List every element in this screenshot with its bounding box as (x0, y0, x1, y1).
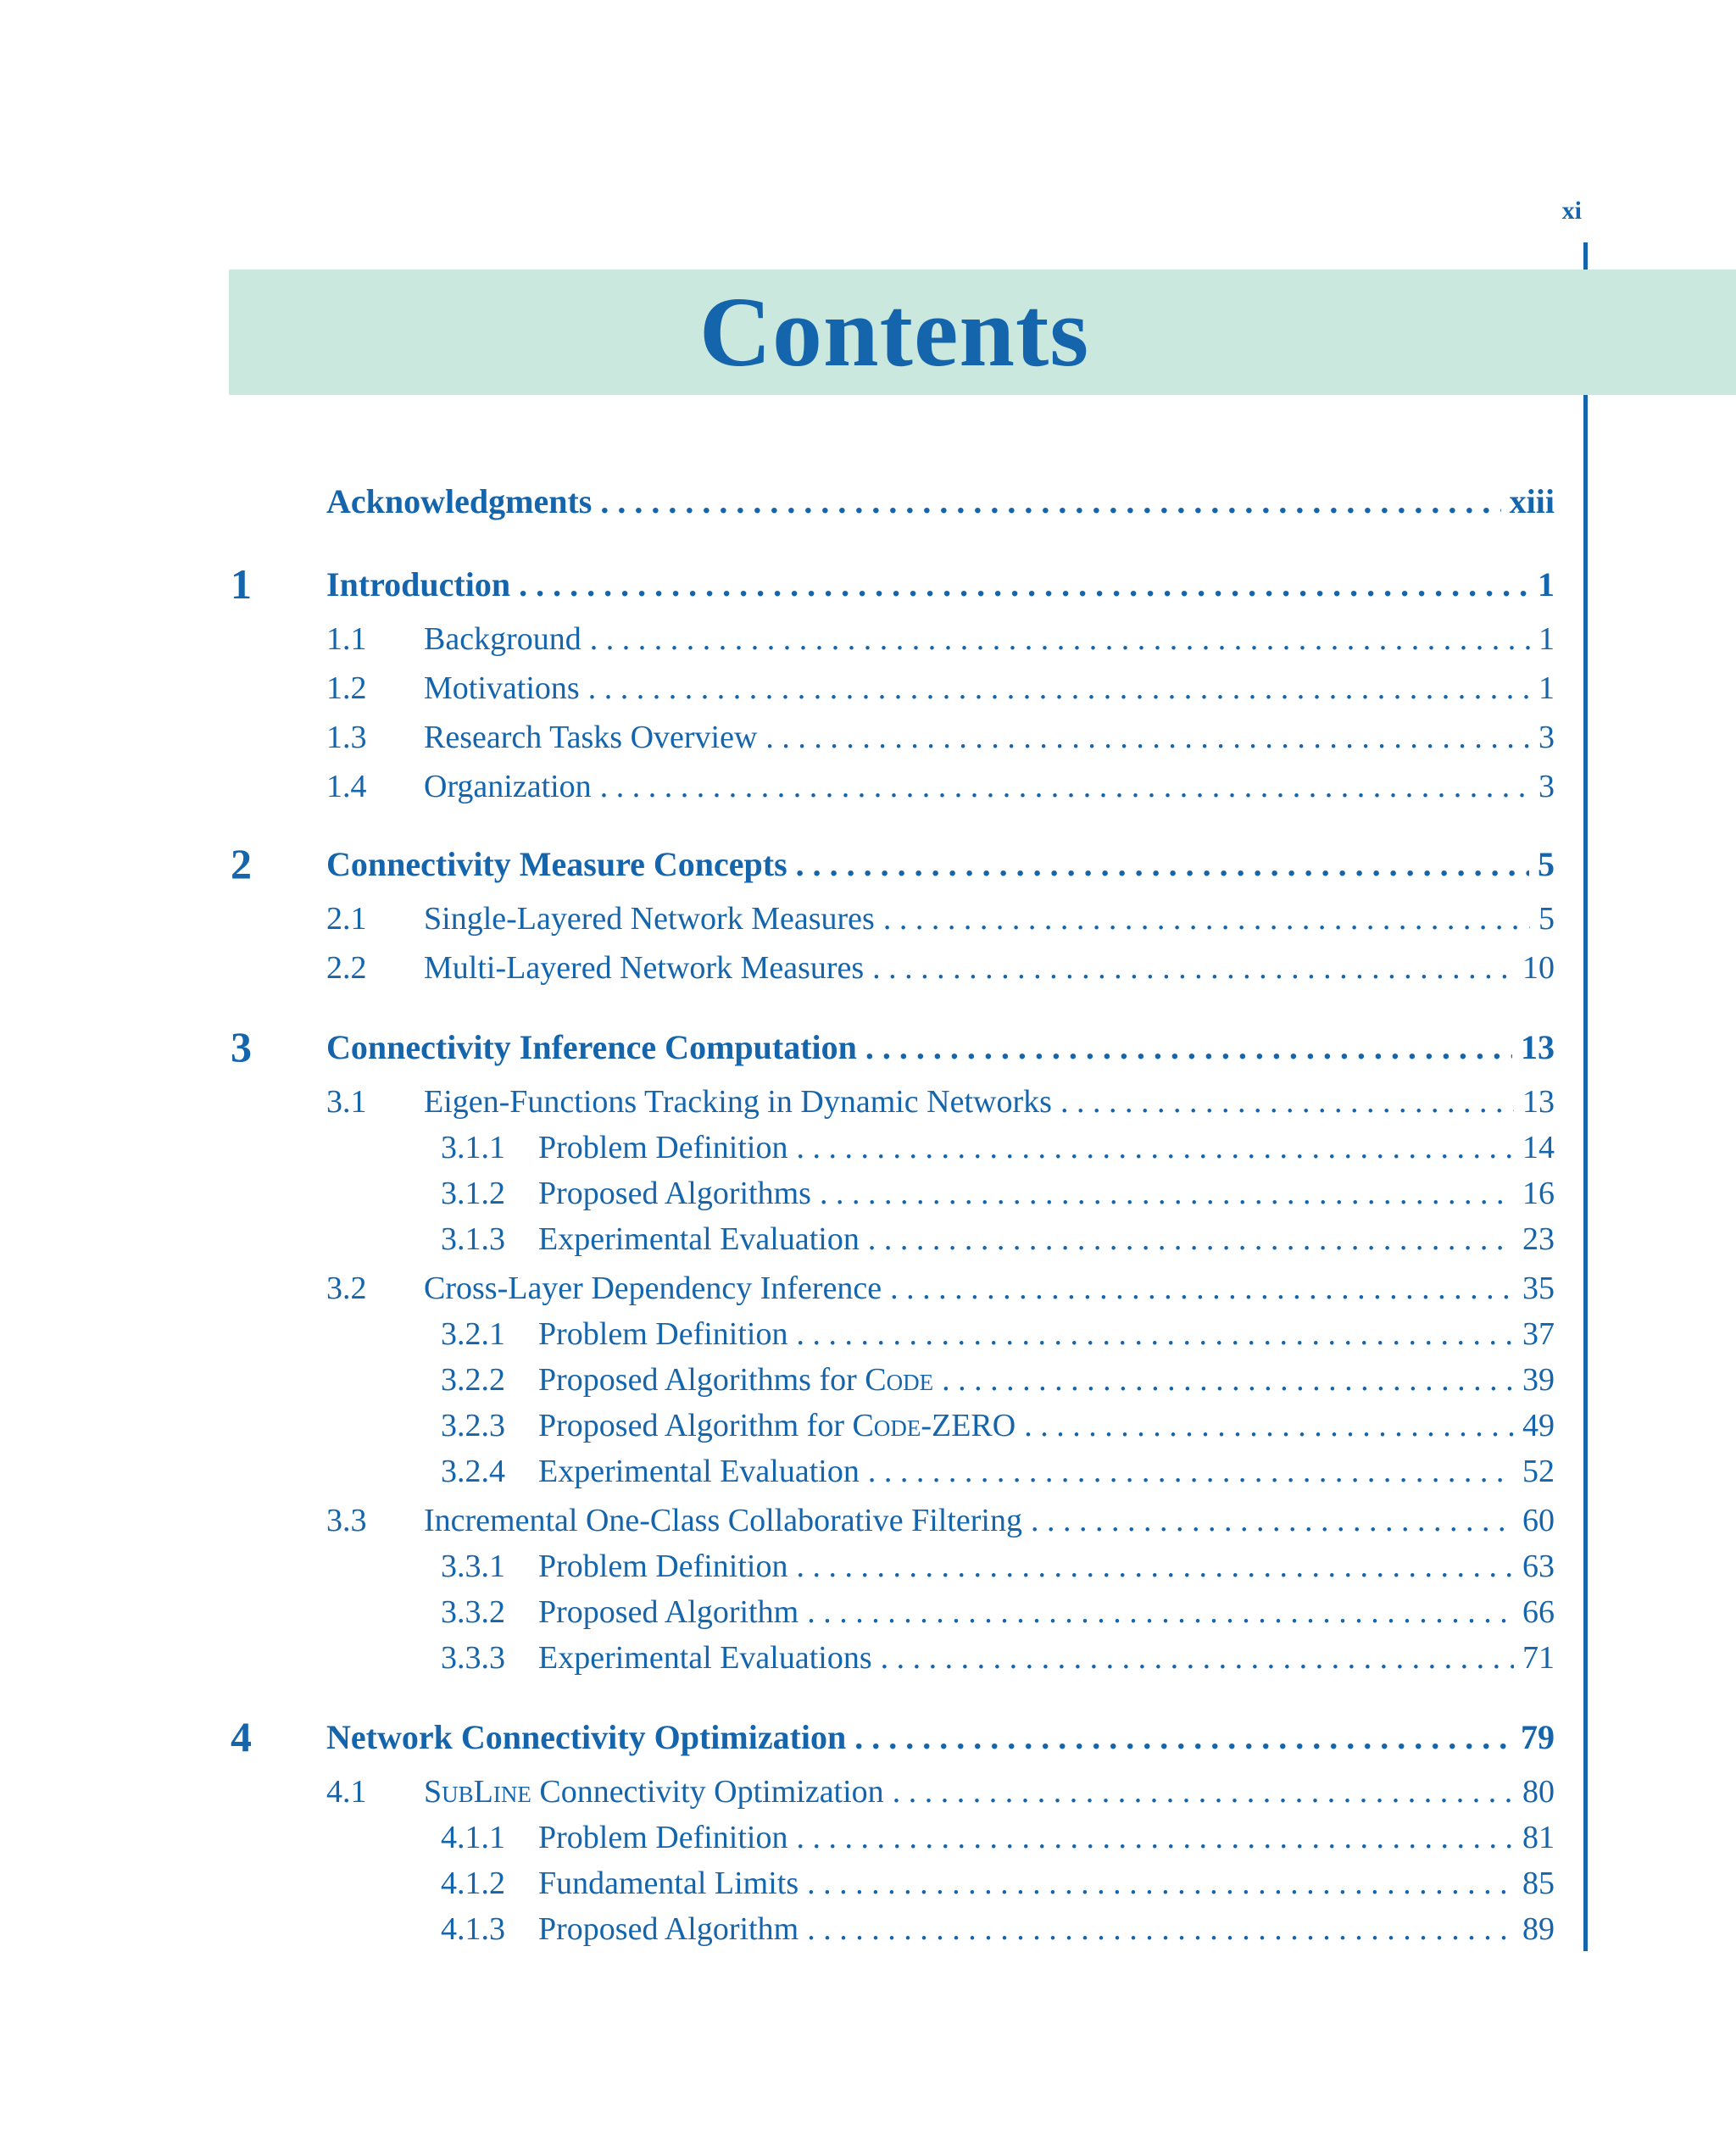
entry-number: 3.1 (326, 1084, 367, 1120)
toc-entry-section[interactable] (326, 900, 1555, 943)
toc-entry-subsection[interactable] (441, 1639, 1555, 1682)
entry-page: 52 (1522, 1454, 1555, 1489)
toc-entry-section[interactable] (326, 1270, 1555, 1312)
title-prefix: Proposed Algorithm for (538, 1408, 853, 1443)
toc-entry-subsection[interactable] (441, 1407, 1555, 1449)
entry-page: 79 (1521, 1718, 1555, 1756)
entry-title: Problem Definition (538, 1316, 788, 1352)
entry-page: 35 (1522, 1271, 1555, 1306)
entry-title: Problem Definition (538, 1820, 788, 1855)
entry-title: Incremental One-Class Collaborative Filtering (424, 1503, 1022, 1538)
entry-title: Eigen-Functions Tracking in Dynamic Networks (424, 1084, 1052, 1120)
entry-page: 60 (1522, 1503, 1555, 1538)
toc-entry-section[interactable] (326, 670, 1555, 712)
entry-number: 2.1 (326, 901, 367, 937)
entry-title: Network Connectivity Optimization (326, 1718, 847, 1756)
toc-entry-section[interactable] (326, 949, 1555, 992)
entry-title: Background (424, 621, 581, 657)
entry-title: Organization (424, 769, 592, 804)
entry-title: Fundamental Limits (538, 1866, 799, 1901)
dot-leader (881, 1639, 1514, 1677)
toc-entry-subsection[interactable] (441, 1865, 1555, 1907)
entry-page: 3 (1538, 769, 1555, 804)
entry-title: Proposed Algorithms (538, 1176, 811, 1211)
entry-title (424, 1773, 884, 1810)
title-small-caps: SubLine (424, 1774, 531, 1810)
entry-title: Cross-Layer Dependency Inference (424, 1271, 882, 1306)
dot-leader (796, 844, 1529, 884)
toc-entry-subsection[interactable] (441, 1129, 1555, 1171)
chapter-number: 4 (231, 1713, 252, 1760)
dot-leader (1060, 1083, 1514, 1121)
entry-number: 3.3.2 (441, 1594, 505, 1630)
toc-entry-subsection[interactable] (441, 1315, 1555, 1358)
dot-leader (883, 900, 1530, 937)
dot-leader (765, 719, 1530, 756)
chapter-number: 1 (231, 560, 252, 608)
entry-title: Multi-Layered Network Measures (424, 950, 865, 986)
entry-number: 4.1.1 (441, 1820, 505, 1855)
title-small-caps: Code (852, 1408, 921, 1443)
dot-leader (600, 768, 1530, 805)
entry-title: Experimental Evaluations (538, 1640, 872, 1676)
entry-number: 3.2.2 (441, 1362, 505, 1398)
dot-leader (519, 564, 1529, 604)
title-small-caps: Code (865, 1362, 934, 1398)
toc-entry-section[interactable] (326, 1083, 1555, 1126)
entry-page: 85 (1522, 1866, 1555, 1901)
entry-page: 3 (1538, 720, 1555, 755)
toc-entry-chapter[interactable] (326, 1717, 1555, 1760)
entry-title: Problem Definition (538, 1549, 788, 1584)
chapter-number: 3 (231, 1023, 252, 1070)
entry-page: 39 (1522, 1362, 1555, 1398)
dot-leader (588, 670, 1530, 707)
title-prefix: Proposed Algorithms for (538, 1362, 865, 1398)
entry-page: 1 (1538, 670, 1555, 706)
toc-entry-subsection[interactable] (441, 1548, 1555, 1590)
entry-title: Problem Definition (538, 1130, 788, 1165)
entry-title: Acknowledgments (326, 482, 593, 520)
entry-number: 4.1 (326, 1774, 367, 1810)
entry-number: 3.3.3 (441, 1640, 505, 1676)
entry-title: Research Tasks Overview (424, 720, 758, 755)
entry-title: Single-Layered Network Measures (424, 901, 875, 937)
entry-page: 5 (1538, 845, 1555, 883)
dot-leader (807, 1910, 1514, 1948)
entry-number: 3.2.4 (441, 1454, 505, 1489)
entry-page: 1 (1538, 621, 1555, 657)
entry-title: Motivations (424, 670, 580, 706)
entry-number: 3.1.3 (441, 1221, 505, 1257)
entry-title (538, 1407, 1015, 1444)
entry-number: 4.1.2 (441, 1866, 505, 1901)
entry-number: 3.1.2 (441, 1176, 505, 1211)
dot-leader (807, 1865, 1514, 1902)
entry-page: 80 (1522, 1774, 1555, 1810)
entry-page: 5 (1538, 901, 1555, 937)
title-suffix: Connectivity Optimization (531, 1774, 884, 1810)
dot-leader (600, 481, 1500, 521)
entry-number: 1.4 (326, 769, 367, 804)
entry-number: 3.2.1 (441, 1316, 505, 1352)
entry-number: 1.1 (326, 621, 367, 657)
toc-entry-acknowledgments[interactable] (326, 481, 1555, 524)
entry-page: 81 (1522, 1820, 1555, 1855)
toc-entry-section[interactable] (326, 620, 1555, 663)
entry-page: 71 (1522, 1640, 1555, 1676)
page-title: Contents (698, 276, 1090, 387)
entry-page: 23 (1522, 1221, 1555, 1257)
dot-leader (590, 620, 1530, 658)
entry-page: 37 (1522, 1316, 1555, 1352)
dot-leader (796, 1315, 1514, 1353)
dot-leader (872, 949, 1514, 987)
entry-number: 1.2 (326, 670, 367, 706)
toc-entry-subsection[interactable] (441, 1819, 1555, 1861)
entry-page: 1 (1538, 565, 1555, 603)
entry-title: Connectivity Inference Computation (326, 1028, 857, 1066)
entry-page: 63 (1522, 1549, 1555, 1584)
toc-entry-section[interactable] (326, 1502, 1555, 1544)
dot-leader (807, 1593, 1514, 1631)
dot-leader (868, 1453, 1514, 1490)
dot-leader (868, 1221, 1514, 1258)
toc-entry-subsection[interactable] (441, 1175, 1555, 1217)
dot-leader (1024, 1407, 1514, 1444)
entry-page: xiii (1509, 482, 1555, 520)
entry-number: 3.2.3 (441, 1408, 505, 1443)
entry-number: 3.3 (326, 1503, 367, 1538)
entry-page: 16 (1522, 1176, 1555, 1211)
dot-leader (796, 1819, 1514, 1856)
entry-page: 89 (1522, 1911, 1555, 1947)
entry-title: Proposed Algorithm (538, 1594, 799, 1630)
toc-entry-chapter[interactable] (326, 1027, 1555, 1070)
entry-number: 4.1.3 (441, 1911, 505, 1947)
entry-number: 3.1.1 (441, 1130, 505, 1165)
dot-leader (1031, 1502, 1514, 1539)
dot-leader (820, 1175, 1514, 1212)
entry-number: 2.2 (326, 950, 367, 986)
entry-page: 14 (1522, 1130, 1555, 1165)
entry-title: Connectivity Measure Concepts (326, 845, 787, 883)
entry-title: Introduction (326, 565, 511, 603)
entry-title: Experimental Evaluation (538, 1454, 860, 1489)
dot-leader (865, 1027, 1512, 1067)
dot-leader (893, 1773, 1514, 1810)
entry-page: 49 (1522, 1408, 1555, 1443)
toc-entry-subsection[interactable] (441, 1910, 1555, 1953)
toc-entry-section[interactable] (326, 719, 1555, 761)
entry-title: Proposed Algorithm (538, 1911, 799, 1947)
entry-number: 1.3 (326, 720, 367, 755)
entry-title (538, 1361, 933, 1399)
toc-entry-chapter[interactable] (326, 844, 1555, 887)
toc-entry-subsection[interactable] (441, 1361, 1555, 1404)
entry-page: 66 (1522, 1594, 1555, 1630)
entry-number: 3.3.1 (441, 1549, 505, 1584)
entry-number: 3.2 (326, 1271, 367, 1306)
dot-leader (796, 1548, 1514, 1585)
toc-entry-subsection[interactable] (441, 1221, 1555, 1263)
entry-title: Experimental Evaluation (538, 1221, 860, 1257)
chapter-number: 2 (231, 840, 252, 887)
entry-page: 13 (1522, 1084, 1555, 1120)
entry-page: 13 (1521, 1028, 1555, 1066)
dot-leader (890, 1270, 1514, 1307)
page-number: xi (1561, 197, 1582, 225)
dot-leader (796, 1129, 1514, 1166)
toc-entry-subsection[interactable] (441, 1453, 1555, 1495)
toc-entry-section[interactable] (326, 768, 1555, 810)
toc-entry-chapter[interactable] (326, 564, 1555, 607)
title-suffix: -ZERO (921, 1408, 1016, 1443)
entry-page: 10 (1522, 950, 1555, 986)
dot-leader (942, 1361, 1514, 1399)
dot-leader (854, 1717, 1512, 1757)
toc-entry-section[interactable] (326, 1773, 1555, 1816)
toc-entry-subsection[interactable] (441, 1593, 1555, 1636)
